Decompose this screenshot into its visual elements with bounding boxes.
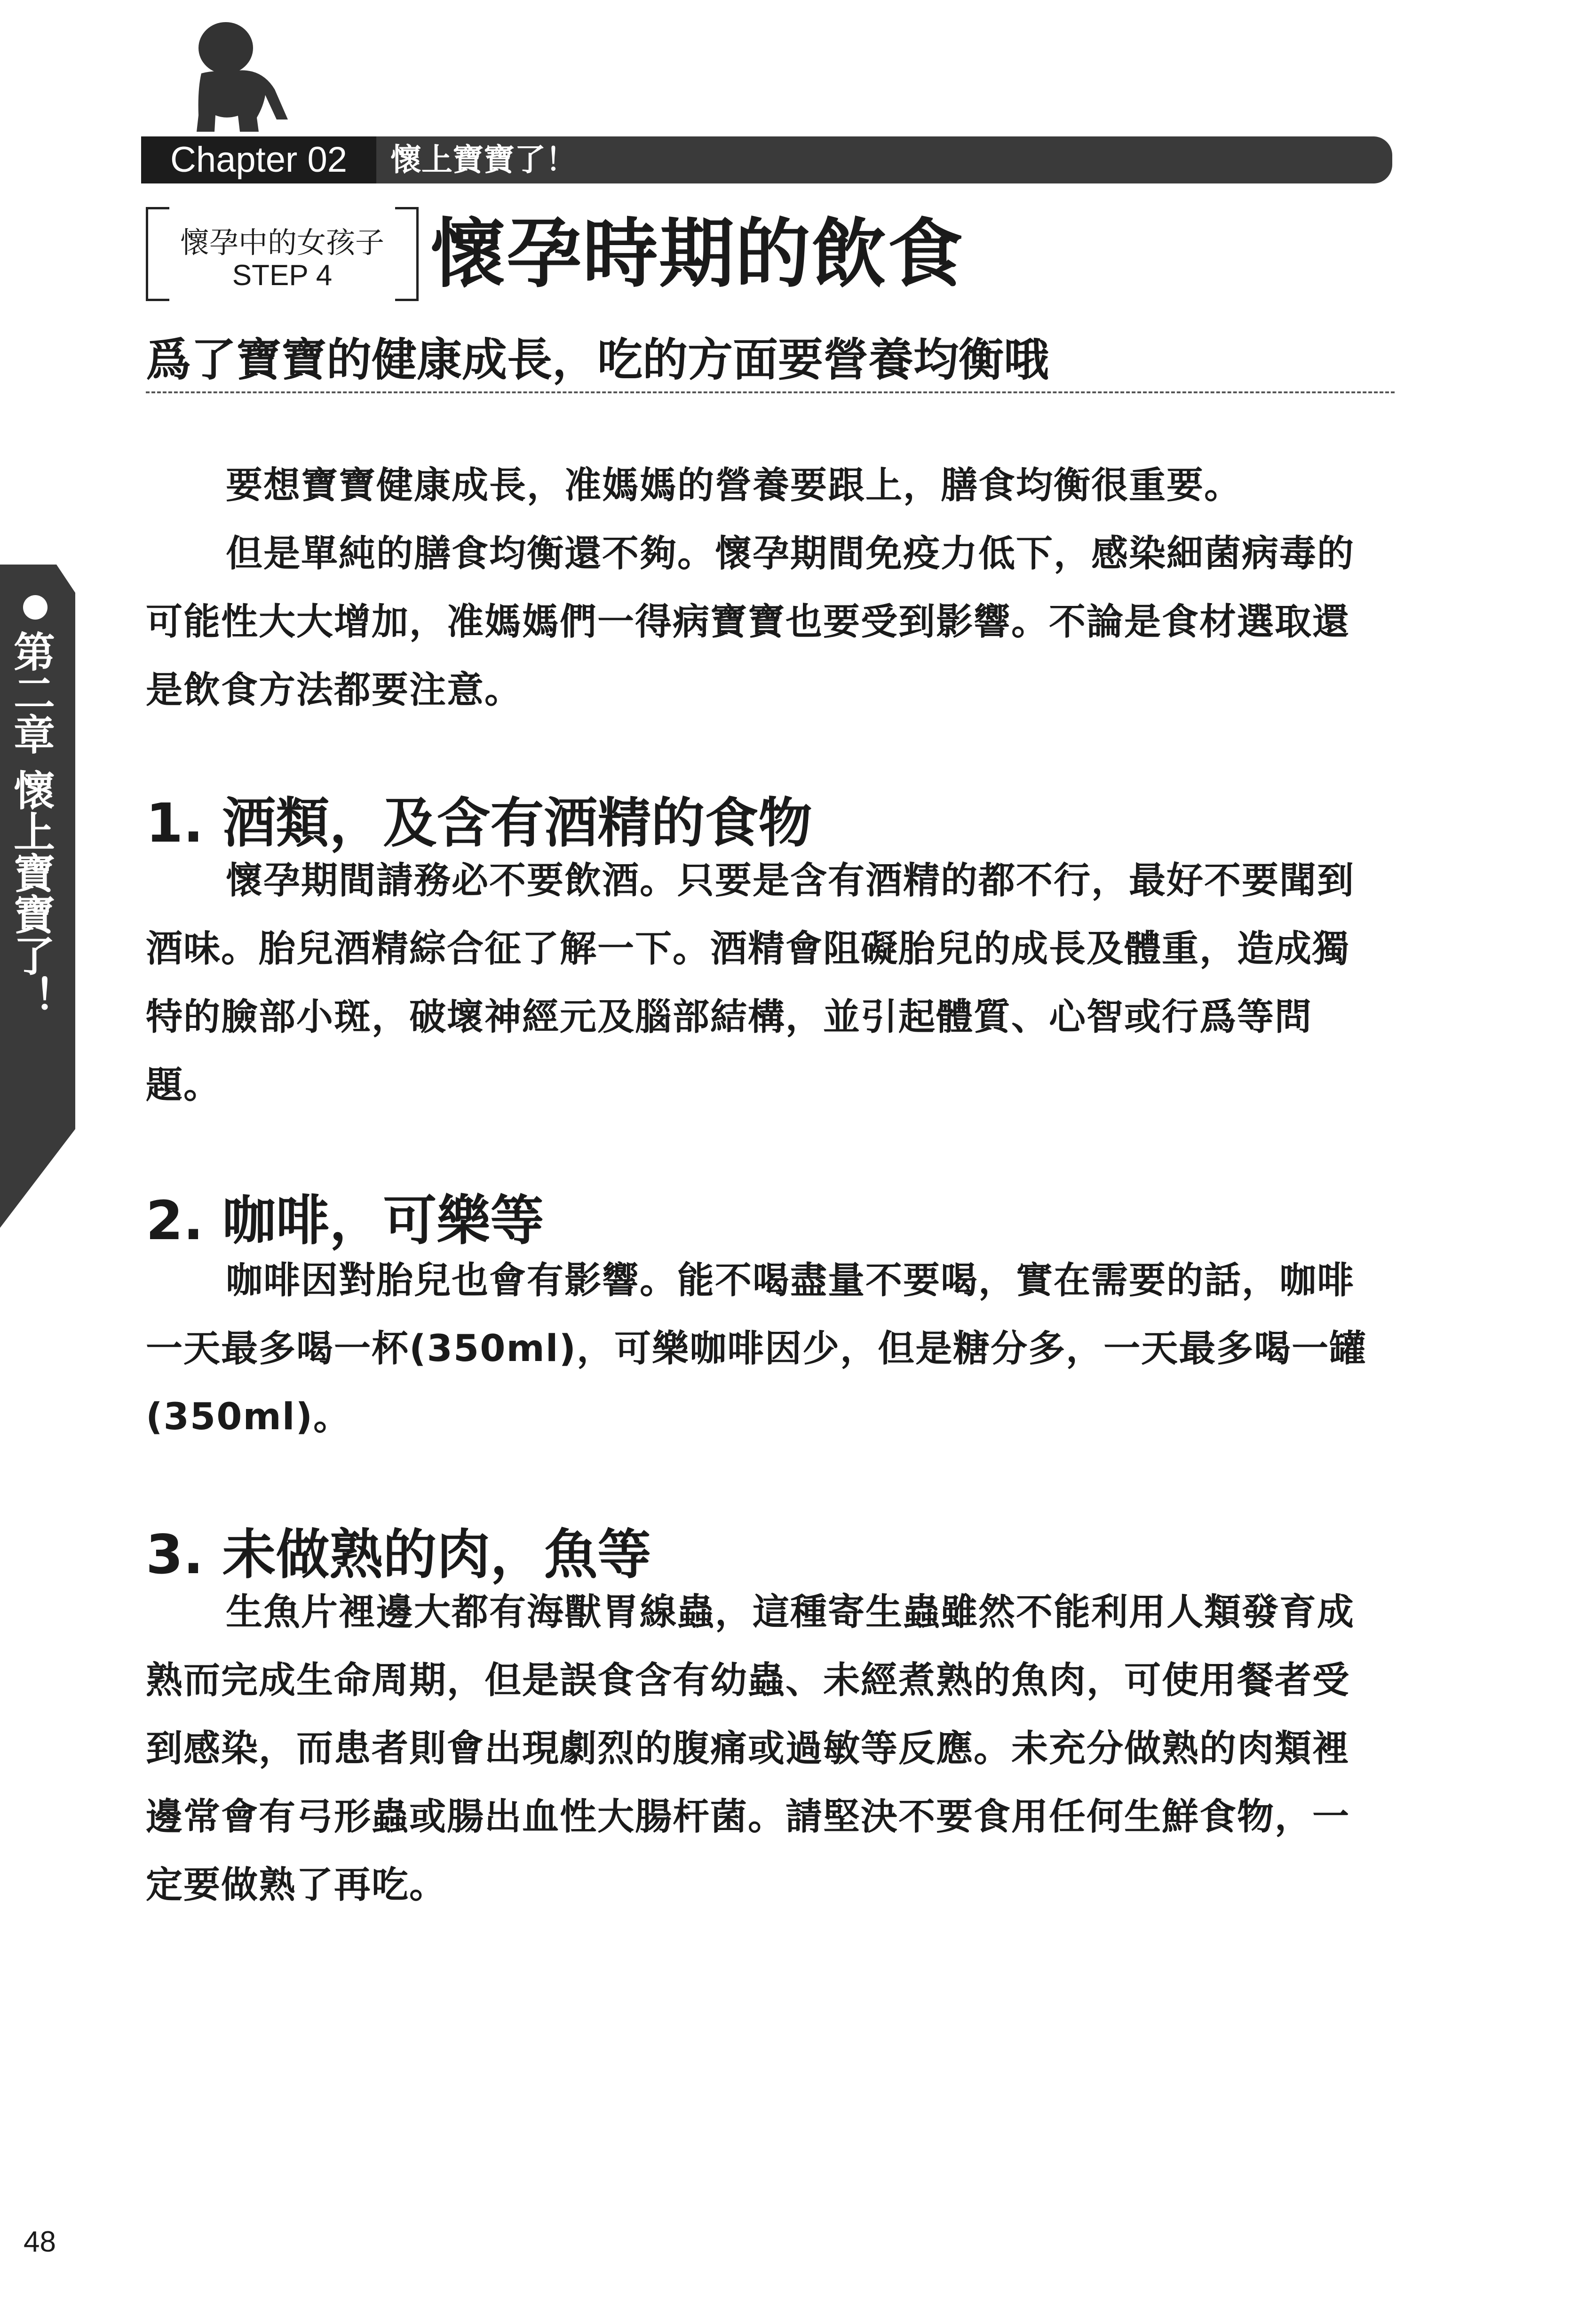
section-heading: 1. 酒類，及含有酒精的食物 [146,792,812,854]
step-label: 懷孕中的女孩子 [180,225,384,260]
bullet-icon [23,595,48,620]
subtitle-divider [146,391,1395,393]
page-number: 48 [24,2226,56,2258]
subtitle: 爲了寶寶的健康成長，吃的方面要營養均衡哦 [146,334,1049,386]
chapter-bar [141,136,1392,183]
section-paragraph: 生魚片裡邊大都有海獸胃線蟲，這種寄生蟲雖然不能利用人類發育成熟而完成生命周期，但是誤食含有幼蟲、未經煮熟的魚肉，可使用餐者受到感染，而患者則會出現劇烈的腹痛或過敏等反應。未充分做熟的肉類裡邊常會有弓形蟲或腸出血性大腸杆菌。請堅決不要食用任何生鮮食物，一定要做熟了再吃。 [146,1591,1355,1906]
section-heading: 2. 咖啡，可樂等 [146,1189,544,1252]
section-paragraph: 懷孕期間請務必不要飲酒。只要是含有酒精的都不行，最好不要聞到酒味。胎兒酒精綜合征了解一下。酒精會阻礙胎兒的成長及體重，造成獨特的臉部小斑，破壞神經元及腦部結構，並引起體質、心智或行爲等問題。 [146,860,1355,1106]
side-tab-label: 第二章 懷上寶寶了！ [7,630,56,1018]
section-paragraph: 咖啡因對胎兒也會有影響。能不喝盡量不要喝，實在需要的話，咖啡一天最多喝一杯(350ml)，可樂咖啡因少，但是糖分多，一天最多喝一罐(350ml)。 [146,1259,1367,1438]
chapter-number: Chapter 02 [141,136,376,183]
step-box [146,207,419,301]
baby-icon [169,19,292,136]
section-body [146,1578,1369,1919]
step-number: STEP 4 [232,259,333,292]
section-heading: 3. 未做熟的肉，魚等 [146,1523,651,1586]
intro-paragraph: 但是單純的膳食均衡還不夠。懷孕期間免疫力低下，感染細菌病毒的可能性大大增加，准媽媽們一得病寶寶也要受到影響。不論是食材選取還是飲食方法都要注意。 [146,533,1355,711]
section-body [146,847,1369,1120]
section-body [146,1247,1369,1451]
page-title: 懷孕時期的飲食 [430,210,964,298]
intro-paragraph: 要想寶寶健康成長，准媽媽的營養要跟上，膳食均衡很重要。 [226,464,1242,507]
intro-text [146,452,1369,724]
chapter-title: 懷上寶寶了！ [390,142,577,178]
